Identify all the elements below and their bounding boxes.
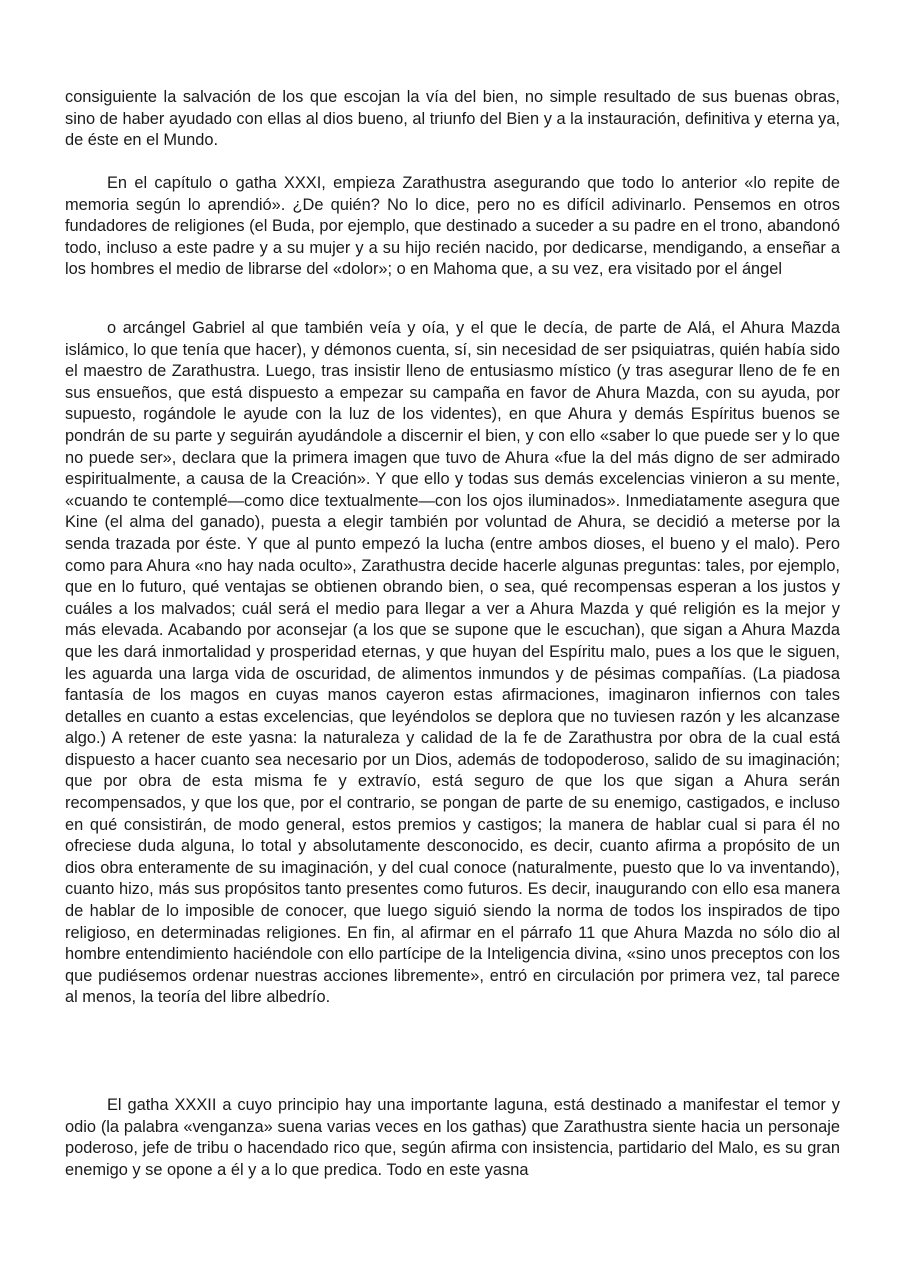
- paragraph-gatha-xxxii: El gatha XXXII a cuyo principio hay una importante laguna, está destinado a manifestar el temor y odio (la palabra «venganza» suena varias veces en los gathas) que Zarathustra siente hacia un personaje poderoso, jefe de tribu o hacendado rico que, según afirma con insistencia, partidario del Malo, es su gran enemigo y se opone a él y a lo que predica. Todo en este yasna: [65, 1096, 840, 1179]
- paragraph-gatha-xxxi-body: o arcángel Gabriel al que también veía y oía, y el que le decía, de parte de Alá, el Ahura Mazda islámico, lo que tenía que hacer), y démonos cuenta, sí, sin necesidad de ser psiquiatras, quién había sido el maestro de Zarathustra. Luego, tras insistir lleno de entusiasmo místico (y tras asegurar lleno de fe en sus ensueños, que está dispuesto a empezar su campaña en favor de Ahura Mazda, con su ayuda, por supuesto, rogándole le ayude con la luz de los videntes), en que Ahura y demás Espíritus buenos se pondrán de su parte y seguirán ayudándole a discernir el bien, y con ello «saber lo que puede ser y lo que no puede ser», declara que la primera imagen que tuvo de Ahura «fue la del más digno de ser admirado espiritualmente, a causa de la Creación». Y que ello y todas sus demás excelencias vinieron a su mente, «cuando te contemplé—como dice textualmente—con los ojos iluminados». Inmediatamente asegura que Kine (el alma del ganado), puesta a elegir también por voluntad de Ahura, se decidió a meterse por la senda trazada por éste. Y que al punto empezó la lucha (entre ambos dioses, el bueno y el malo). Pero como para Ahura «no hay nada oculto», Zarathustra decide hacerle algunas preguntas: tales, por ejemplo, que en lo futuro, qué ventajas se obtienen obrando bien, o sea, qué recompensas esperan a los justos y cuáles a los malvados; cuál será el medio para llegar a ver a Ahura Mazda y qué religión es la mejor y más elevada. Acabando por aconsejar (a los que se supone que le escuchan), que sigan a Ahura Mazda que les dará inmortalidad y prosperidad eternas, y que huyan del Espíritu malo, pues a los que le siguen, les aguarda una larga vida de oscuridad, de alimentos inmundos y de pésimas compañías. (La piadosa fantasía de los magos en cuyas manos cayeron estas afirmaciones, imaginaron infiernos con tales detalles en cuanto a estas excelencias, que leyéndolos se deplora que no tuviesen razón y les alcanzase algo.) A retener de este yasna: la naturaleza y calidad de la fe de Zarathustra por obra de la cual está dispuesto a hacer cuanto sea necesario por un Dios, además de todopoderoso, salido de su imaginación; que por obra de esta misma fe y extravío, está seguro de que los que sigan a Ahura serán recompensados, y que los que, por el contrario, se pongan de parte de su enemigo, castigados, e incluso en qué consistirán, de modo general, estos premios y castigos; la manera de hablar cual si para él no ofreciese duda alguna, lo total y absolutamente desconocido, es decir, cuanto afirma a propósito de un dios obra enteramente de su imaginación, y del cual conoce (naturalmente, puesto que lo va inventando), cuanto hizo, más sus propósitos tanto presentes como futuros. Es decir, inaugurando con ello esa manera de hablar de lo imposible de conocer, que luego siguió siendo la norma de todos los inspirados de tipo religioso, en determinadas religiones. En fin, al afirmar en el párrafo 11 que Ahura Mazda no sólo dio al hombre entendimiento haciéndole con ello partícipe de la Inteligencia divina, «sino unos preceptos con los que pudiésemos ordenar nuestras acciones libremente», entró en circulación por primera vez, tal parece al menos, la teoría del libre albedrío.: [65, 319, 840, 1007]
- paragraph-gatha-xxxi-intro: En el capítulo o gatha XXXI, empieza Zarathustra asegurando que todo lo anterior «lo repite de memoria según lo aprendió». ¿De quién? No lo dice, pero no es difícil adivinarlo. Pensemos en otros fundadores de religiones (el Buda, por ejemplo, que destinado a suceder a su padre en el trono, abandonó todo, incluso a este padre y a su mujer y a su hijo recién nacido, por dedicarse, mendigando, a enseñar a los hombres el medio de librarse del «dolor»; o en Mahoma que, a su vez, era visitado por el ángel: [65, 174, 840, 279]
- paragraph-continuation: consiguiente la salvación de los que escojan la vía del bien, no simple resultado de sus buenas obras, sino de haber ayudado con ellas al dios bueno, al triunfo del Bien y a la instauración, definitiva y eterna ya, de éste en el Mundo.: [65, 88, 840, 150]
